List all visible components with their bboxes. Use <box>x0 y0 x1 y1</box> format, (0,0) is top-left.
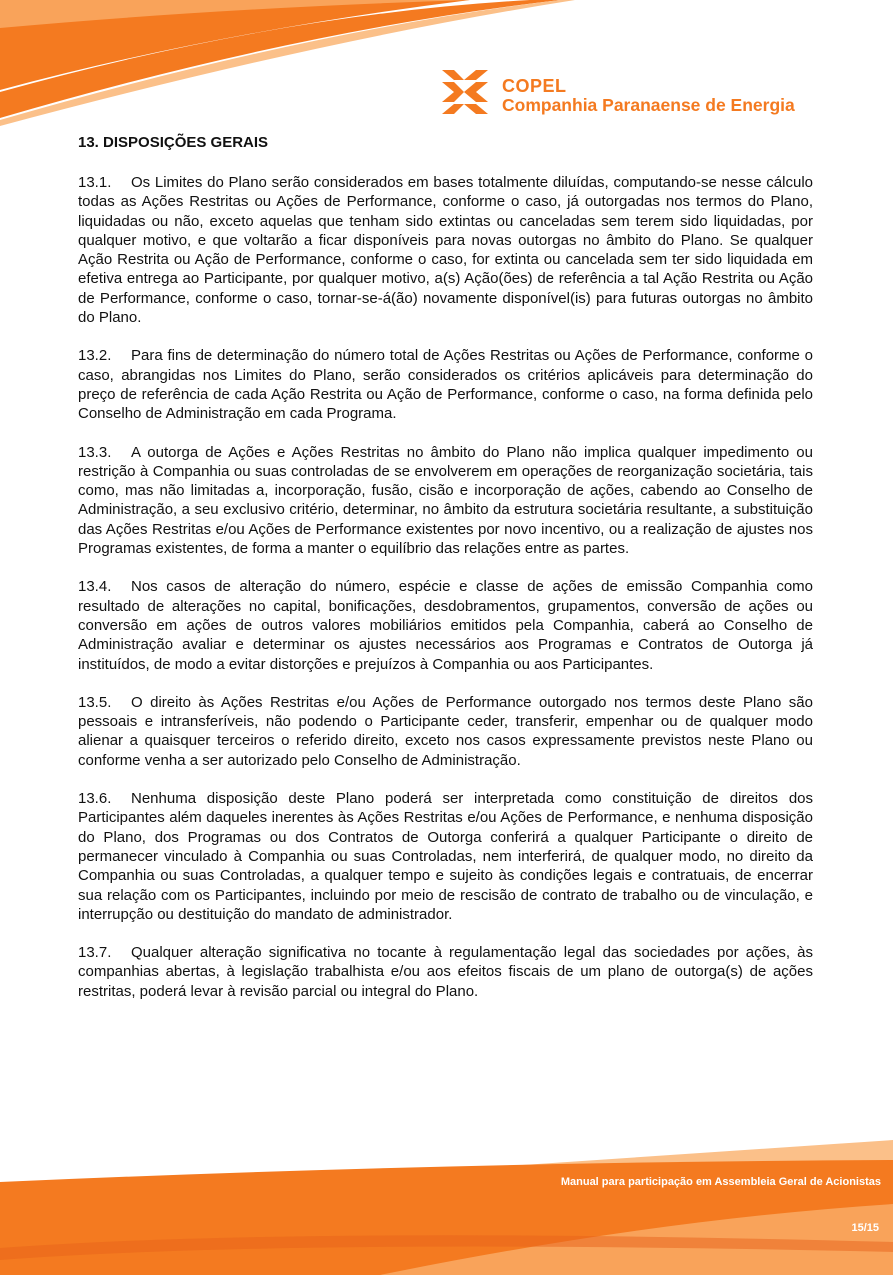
footer-title: Manual para participação em Assembleia Geral de Acionistas <box>560 1176 881 1188</box>
page-number: 15/15 <box>851 1222 879 1234</box>
footer-swoosh-decoration <box>0 1130 893 1275</box>
logo-subtitle: Companhia Paranaense de Energia <box>502 95 795 115</box>
paragraph-text: O direito às Ações Restritas e/ou Ações de Performance outorgado nos termos deste Plano são pessoais e intransferíveis, não podendo o Participante ceder, transferir, empenhar ou de qualquer modo alienar a quaisquer terceiros o referido direito, exceto nos casos expressamente previstos neste Plano ou conforme venha a ser autorizado pelo Conselho de Administração. <box>78 693 813 769</box>
paragraph-text: Para fins de determinação do número total de Ações Restritas ou Ações de Performance, conforme o caso, abrangidas nos Limites do Plano, serão considerados os critérios aplicáveis para determinação do preço de referência de cada Ação Restrita ou Ação de Performance, conforme o caso, na forma definida pelo Conselho de Administração em cada Programa. <box>78 347 813 423</box>
document-body <box>78 133 813 1020</box>
paragraph-number: 13.1. <box>78 174 112 191</box>
paragraph-text: Qualquer alteração significativa no tocante à regulamentação legal das sociedades por ações, às companhias abertas, à legislação trabalhista e/ou aos efeitos fiscais de um plano de outorga(s) de ações restritas, poderá levar à revisão parcial ou integral do Plano. <box>78 944 813 1000</box>
paragraph-text: Nos casos de alteração do número, espécie e classe de ações de emissão Companhia como resultado de alterações no capital, bonificações, desdobramentos, grupamentos, conversão de ações ou conversão em ações de outros valores mobiliários emitidos pela Companhia, caberá ao Conselho de Administração avaliar e determinar os ajustes necessários aos Programas e Contratos de Outorga já instituídos, de modo a evitar distorções e prejuízos à Companhia ou aos Participantes. <box>78 578 813 673</box>
paragraph-13-5 <box>78 693 813 770</box>
paragraph-13-1 <box>78 173 813 327</box>
paragraph-text: A outorga de Ações e Ações Restritas no âmbito do Plano não implica qualquer impedimento ou restrição à Companhia ou suas controladas de se envolverem em operações de reorganização societária, tais como, mas não limitadas a, incorporação, fusão, cisão e incorporação de ações, cabendo ao Conselho de Administração, a seu exclusivo critério, determinar, no âmbito da estrutura societária resultante, a substituição das Ações Restritas e/ou Ações de Performance existentes por novo incentivo, ou a realização de ajustes nos Programas existentes, de forma a manter o equilíbrio das relações entre as partes. <box>78 443 813 558</box>
section-title: 13. DISPOSIÇÕES GERAIS <box>78 134 269 151</box>
paragraph-13-6 <box>78 789 813 924</box>
paragraph-text: Nenhuma disposição deste Plano poderá ser interpretada como constituição de direitos dos Participantes além daqueles inerentes às Ações Restritas e/ou Ações de Performance, e nenhuma disposição do Plano, dos Programas ou dos Contratos de Outorga conferirá a qualquer Participante o direito de permanecer vinculado à Companhia ou suas Controladas, nem interferirá, de qualquer modo, no direito da Companhia ou suas Controladas, a qualquer tempo e sujeito às condições legais e contratuais, de encerrar sua relação com os Participantes, incluindo por meio de rescisão de contrato de trabalho ou de vinculação, e interrupção ou destituição do mandato de administrador. <box>78 790 813 923</box>
paragraph-text: Os Limites do Plano serão considerados em bases totalmente diluídas, computando-se nesse cálculo todas as Ações Restritas ou Ações de Performance, conforme o caso, já outorgadas nos termos do Plano, liquidadas ou não, exceto aquelas que tenham sido extintas ou canceladas sem terem sido liquidadas, por qualquer motivo, e que voltarão a ficar disponíveis para novas outorgas no âmbito do Plano. Se qualquer Ação Restrita ou Ação de Performance, conforme o caso, for extinta ou cancelada sem ter sido liquidada em efetiva entrega ao Participante, por qualquer motivo, a(s) Ação(ões) de referência a tal Ação Restrita ou Ação de Performance, conforme o caso, tornar-se-á(ão) novamente disponível(is) para futuras outorgas no âmbito do Plano. <box>78 174 813 327</box>
copel-logo-mark-icon <box>440 68 490 116</box>
paragraph-number: 13.5. <box>78 693 112 711</box>
paragraph-number: 13.6. <box>78 790 112 808</box>
paragraph-number: 13.2. <box>78 347 112 365</box>
paragraph-13-2 <box>78 346 813 423</box>
logo-name: COPEL <box>502 76 567 96</box>
paragraph-number: 13.7. <box>78 944 112 962</box>
paragraph-13-4 <box>78 577 813 673</box>
paragraph-13-3 <box>78 443 813 559</box>
paragraph-number: 13.4. <box>78 578 112 596</box>
paragraph-number: 13.3. <box>78 443 112 461</box>
copel-logo <box>440 68 820 118</box>
paragraph-13-7 <box>78 943 813 1001</box>
